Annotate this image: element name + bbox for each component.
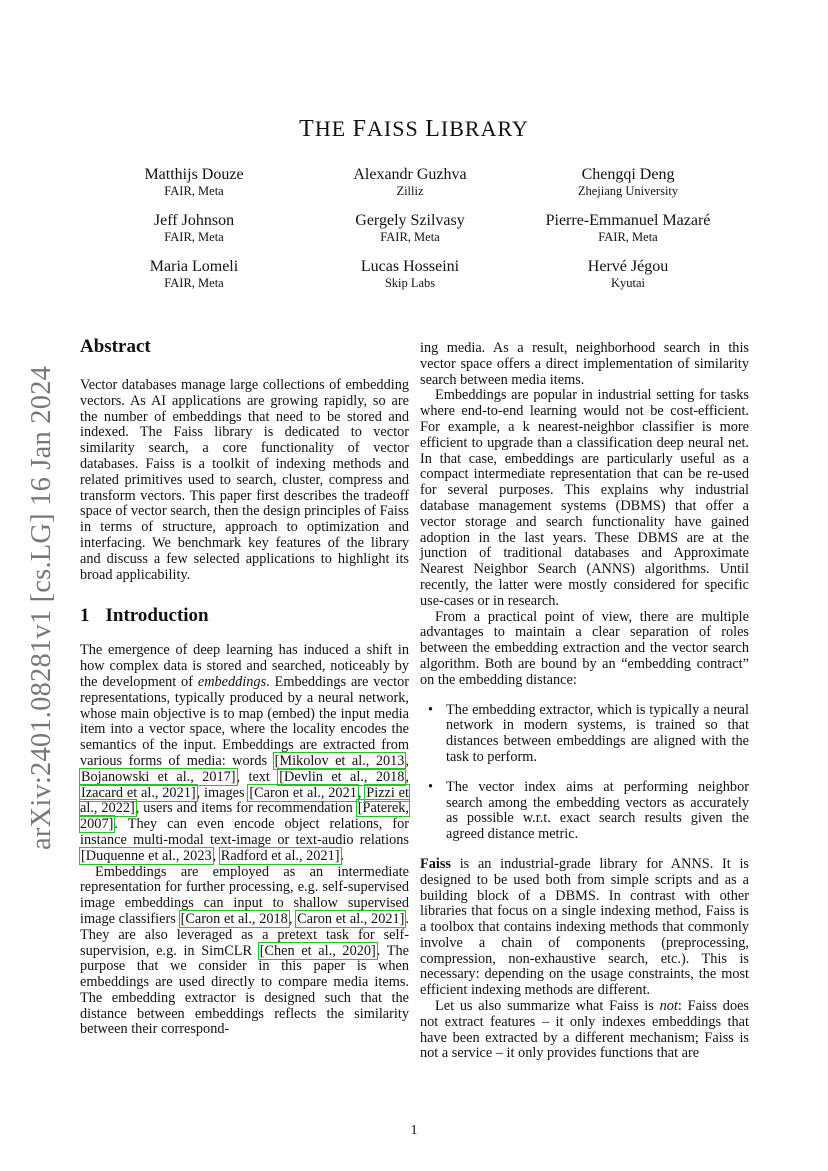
citation-link[interactable]: [Caron et al., 2018 <box>180 910 288 927</box>
author-name: Matthijs Douze <box>144 166 244 183</box>
author-affiliation: FAIR, Meta <box>164 184 224 198</box>
citation-link[interactable]: [Mikolov et al., 2013 <box>274 752 405 769</box>
section-title: Introduction <box>105 605 209 627</box>
author-affiliation: Zilliz <box>396 184 424 198</box>
citation-link[interactable]: [Caron et al., 2021 <box>249 784 357 801</box>
author-block <box>508 166 748 199</box>
author-block <box>508 212 748 245</box>
right-paragraph-2: Embeddings are popular in industrial setting for tasks where end-to-end learning would not be cost-efficient. For example, a k nearest-neighbor classifier is more efficient to upgrade than a classification deep neural net. In that case, embeddings are particularly useful as a compact intermediate representation that can be re-used for several purposes. This explains why industrial database management systems (DBMS) that offer a vector storage and search functionality have gained adoption in the last years. These DBMS are at the junction of traditional databases and Approximate Nearest Neighbor Search (ANNS) algorithms. Until recently, the latter were mostly considered for specific use-cases or in research. <box>420 387 749 609</box>
citation-link[interactable]: Caron et al., 2021] <box>297 910 405 927</box>
citation-link[interactable]: Radford et al., 2021] <box>220 847 340 864</box>
author-affiliation: FAIR, Meta <box>598 230 658 244</box>
author-block <box>508 258 748 291</box>
citation-link[interactable]: [Duquenne et al., 2023 <box>81 847 212 864</box>
citation-link[interactable]: [Chen et al., 2020] <box>259 942 376 959</box>
list-item: • The vector index aims at performing neighbor search among the embedding vectors as accurately as possible w.r.t. exact search results given the agreed distance metric. <box>446 780 749 843</box>
right-paragraph-1: ing media. As a result, neighborhood search in this vector space offers a direct implementation of similarity search between media items. <box>420 340 749 388</box>
intro-paragraph-1: The emergence of deep learning has induced a shift in how complex data is stored and searched, noticeably by the development of embeddings. Embeddings are vector representations, typically produced by a neural network, whose main objective is to map (embed) the input media item into a vector space, where the locality encodes the semantics of the input. Embeddings are extracted from various forms of media: words [Mikolov et al., 2013, Bojanowski et al., 2017], text [Devlin et al., 2018, Izacard et al., 2021], images [Caron et al., 2021, Pizzi et al., 2022], users and items for recommendation [Paterek, 2007]. They can even encode object relations, for instance multi-modal text-image or text-audio relations [Duquenne et al., 2023, Radford et al., 2021]. <box>80 642 409 864</box>
author-name: Chengqi Deng <box>581 166 675 183</box>
bullet-list <box>420 703 749 843</box>
arxiv-id-text: arXiv:2401.08281v1 [cs.LG] 16 Jan 2024 <box>26 365 57 850</box>
abstract-text: Vector databases manage large collections of embedding vectors. As AI applications are growing rapidly, so are the number of embeddings that need to be stored and indexed. The Faiss library is dedicated to vector similarity search, a core functionality of vector databases. Faiss is a toolkit of indexing methods and related primitives used to search, cluster, compress and transform vectors. This paper first describes the tradeoff space of vector search, then the design principles of Faiss in terms of structure, approach to optimization and interfacing. We benchmark key features of the library and discuss a few selected applications to highlight its broad applicability. <box>80 377 409 583</box>
author-affiliation: Skip Labs <box>384 276 436 290</box>
author-block <box>74 166 314 199</box>
section-heading-introduction <box>80 605 409 627</box>
citation-link[interactable]: [Devlin et al., 2018 <box>279 768 405 785</box>
author-name: Gergely Szilvasy <box>355 212 465 229</box>
page-number: 1 <box>410 1123 418 1138</box>
author-name: Jeff Johnson <box>153 212 235 229</box>
right-column <box>420 341 749 1062</box>
author-block <box>74 212 314 245</box>
list-item: • The embedding extractor, which is typically a neural network in modern systems, is trained so that distances between embeddings are aligned with the task to perform. <box>446 703 749 766</box>
author-affiliation: FAIR, Meta <box>164 276 224 290</box>
author-block <box>290 258 530 291</box>
author-affiliation: Kyutai <box>610 276 646 290</box>
author-affiliation: Zhejiang University <box>577 184 679 198</box>
author-block <box>74 258 314 291</box>
section-number: 1 <box>80 605 90 627</box>
left-column <box>80 336 409 1038</box>
arxiv-identifier-sidebar <box>22 365 57 850</box>
author-block <box>290 212 530 245</box>
author-name: Alexandr Guzhva <box>353 166 467 183</box>
abstract-heading: Abstract <box>80 336 151 357</box>
author-name: Lucas Hosseini <box>360 258 460 275</box>
citation-link[interactable]: Bojanowski et al., 2017] <box>81 768 236 785</box>
paper-title: THE FAISS LIBRARY <box>299 116 529 142</box>
author-name: Hervé Jégou <box>587 258 669 275</box>
citation-link[interactable]: Izacard et al., 2021] <box>81 784 196 801</box>
right-paragraph-5: Let us also summarize what Faiss is not: Faiss does not extract features – it only indexes embeddings that have been extracted by a different mechanism; Faiss is not a service – it only provides functions that are <box>420 998 749 1062</box>
right-paragraph-3: From a practical point of view, there are multiple advantages to maintain a clear separation of roles between the embedding extraction and the vector search algorithm. Both are bound by an “embedding contract” on the embedding distance: <box>420 608 749 688</box>
author-name: Pierre-Emmanuel Mazaré <box>545 212 711 229</box>
author-affiliation: FAIR, Meta <box>380 230 440 244</box>
right-paragraph-4: Faiss is an industrial-grade library for ANNS. It is designed to be used both from simple scripts and as a building block of a DBMS. In contrast with other libraries that focus on a single indexing method, Faiss is a toolbox that contains indexing methods that commonly involve a chain of components (preprocessing, compression, non-exhaustive search, etc.). This is necessary: depending on the usage constraints, the most efficient indexing methods are different. <box>420 855 749 999</box>
intro-paragraph-2: Embeddings are employed as an intermediate representation for further processing, e.g. self-supervised image embeddings can input to shallow supervised image classifiers [Caron et al., 2018, Caron et al., 2021]. They are also leveraged as a pretext task for self-supervision, e.g. in SimCLR [Chen et al., 2020]. The purpose that we consider in this paper is when embeddings are used directly to compare media items. The embedding extractor is designed such that the distance between embeddings reflects the similarity between their correspond- <box>80 863 409 1038</box>
citation-link[interactable]: Pizzi et al., 2022] <box>80 784 409 817</box>
author-name: Maria Lomeli <box>149 258 239 275</box>
citation-link[interactable]: [Paterek, 2007] <box>80 800 409 833</box>
author-affiliation: FAIR, Meta <box>164 230 224 244</box>
author-block <box>290 166 530 199</box>
